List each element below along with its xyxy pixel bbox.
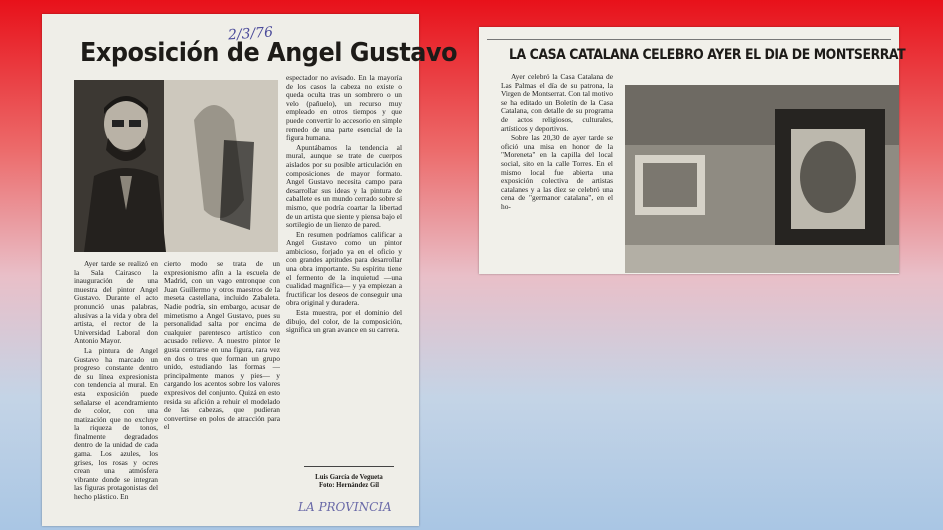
newspaper-clipping-casa-catalana	[479, 27, 906, 274]
paragraph: espectador no avisado. En la mayoría de los casos la cabeza no existe o queda oculta tras un sombrero o un velo (pañuelo), un recurso muy empleado en otros tiempos y que puede convertir lo accesorio en simple remedo de una parte esencial de la figura humana.	[286, 74, 402, 143]
divider	[487, 39, 891, 40]
handwritten-date: 2/3/76	[227, 24, 274, 44]
article-column-2	[164, 260, 280, 514]
paragraph: En resumen podríamos calificar a Angel Gustavo como un pintor ambicioso, forjado ya en el oficio y con grandes aptitudes para desarrollar una obra importante. Su espíritu tiene el fermento de la inquietud —una cualidad magnífica— y ya empiezan a fructificar los deseos de conseguir una obra original y duradera.	[286, 229, 402, 308]
divider	[304, 466, 394, 467]
paragraph: Ayer tarde se realizó en la Sala Cairasco la inauguración de una muestra del pintor Angel Gustavo. Durante el acto pronunció unas palabras, alusivas a la vida y obra del artista, el rector de la Universidad Laboral don Antonio Mayor.	[74, 260, 158, 346]
newspaper-clipping-exposicion	[42, 14, 458, 526]
author-credit: Luis García de Vegueta	[315, 474, 383, 481]
paragraph: Esta muestra, por el dominio del dibujo, del color, de la composición, significa un gran avance en su carrera.	[286, 308, 402, 335]
photo-credit: Foto: Hernández Gil	[318, 482, 380, 489]
paragraph: cierto modo se trata de un expresionismo afín a la escuela de Madrid, con un vago entronque con Juan Guillermo y otros maestros de la meseta castellana, incluido Zabaleta. Nadie podría, sin embargo, acusar de mimetismo a Angel Gustavo, pues su personalidad salta por encima de cualquier parentesco artístico con acusado relieve. A nuestro pintor le gusta centrarse en una figura, rara vez en dos o tres que forman un grupo unido, estudiando las formas —principalmente manos y pies— y cargando los acentos sobre los valores expresivos del conjunto. Quizá en esto resida su afición a rehuir el modelado de las cabezas, que pudieran convertirse en polos de atracción para el	[164, 260, 280, 432]
exhibition-photo	[625, 85, 899, 273]
article-column-3	[286, 74, 402, 504]
paragraph: Ayer celebró la Casa Catalana de Las Palmas el día de su patrona, la Virgen de Montserrat. Con tal motivo se ha editado un Boletín de la Casa Catalana, con detalle de su programa de actos religiosos, culturales, artísticos y deportivos.	[501, 73, 613, 133]
handwritten-source: LA PROVINCIA	[298, 500, 392, 514]
article-column-1	[501, 73, 613, 273]
paragraph: Sobre las 20,30 de ayer tarde se ofició una misa en honor de la "Moreneta" en la capilla del local social, sito en la calle Torres. En el mismo local fue abierta una exposición colectiva de artistas catalanes y a las diez se celebró una cena de "germanor catalana", en el ho-	[501, 133, 613, 211]
paragraph: La pintura de Angel Gustavo ha marcado un progreso constante dentro de su línea expresionista con tendencia al mural. En esta exposición puede señalarse el acendramiento de color, con una matización que no excluye la riqueza de tonos, finalmente degradados dentro de la unidad de cada gama. Los azules, los grises, los rosas y ocres crean una atmósfera vibrante donde se integran las figuras protagonistas del hecho plástico. En	[74, 345, 158, 502]
article-column-1	[74, 260, 158, 514]
artist-portrait-photo	[74, 80, 278, 252]
paragraph: Apuntábamos la tendencia al mural, aunque se trate de cuerpos aislados por su posible articulación en composiciones de mayor formato. Angel Gustavo necesita campo para desarrollar sus ideas y la pintura de caballete es un mundo cerrado sobre sí mismo, que podría coartar la libertad de un artista que siente y piensa bajo el sortilegio de un lienzo de pared.	[286, 142, 402, 230]
portrait-illustration	[74, 80, 278, 252]
article-credits	[294, 474, 404, 490]
exhibition-illustration	[625, 85, 899, 273]
clipping-headline: LA CASA CATALANA CELEBRO AYER EL DIA DE MONTSERRAT	[509, 47, 906, 63]
clipping-headline: Exposición de Angel Gustavo	[80, 38, 458, 68]
